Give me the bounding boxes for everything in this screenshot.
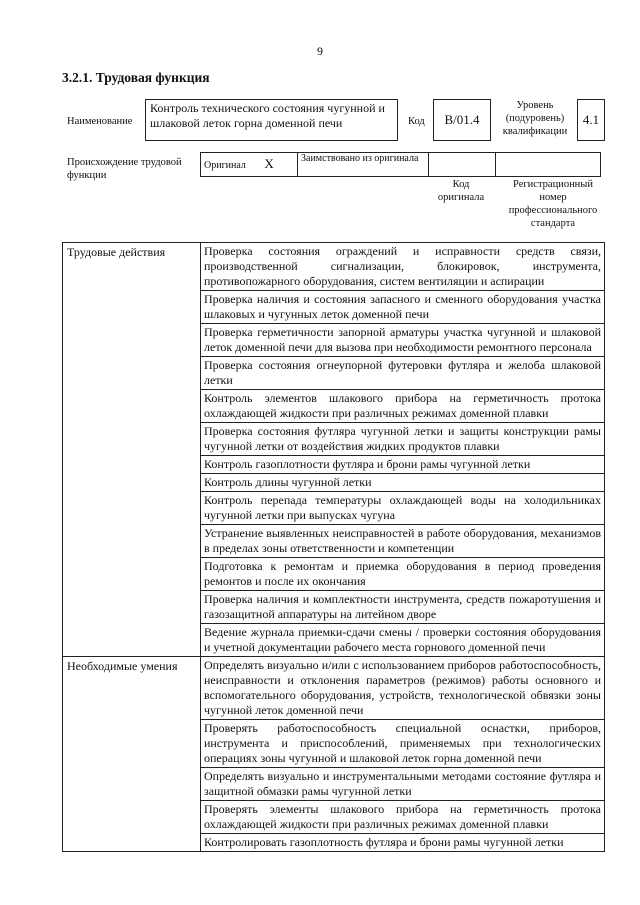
required-skill-item: Проверять работоспособность специальной оснастки, приборов, инструмента и приспособлений, применяемых при технологических операциях зоны чугунной и шлаковой леток горна доменной печи bbox=[201, 720, 605, 768]
code-label: Код bbox=[408, 116, 425, 127]
section-title: 3.2.1. Трудовая функция bbox=[62, 70, 210, 85]
level-label-line: Уровень bbox=[516, 100, 554, 111]
caption-line: Регистрационный bbox=[513, 179, 593, 190]
function-name-box bbox=[145, 99, 398, 141]
level-label-line: (подуровень) bbox=[505, 113, 565, 124]
origin-table bbox=[200, 152, 601, 177]
labor-action-item: Ведение журнала приемки-сдачи смены / проверки состояния оборудования и учетной документации рабочего места горнового доменной печи bbox=[201, 624, 605, 657]
original-mark: X bbox=[264, 156, 274, 171]
labor-action-item: Контроль газоплотности футляра и брони рамы чугунной летки bbox=[201, 456, 605, 474]
registration-number-cell bbox=[496, 153, 601, 177]
borrowed-cell bbox=[298, 153, 429, 177]
required-skill-item: Определять визуально и инструментальными методами состояние футляра и защитной обмазки рамы чугунной летки bbox=[201, 768, 605, 801]
labor-function-table bbox=[62, 242, 605, 852]
table-row bbox=[63, 243, 605, 291]
registration-number-caption bbox=[500, 178, 606, 230]
level-label bbox=[497, 99, 573, 138]
original-code-caption bbox=[428, 178, 494, 204]
table-row bbox=[63, 657, 605, 720]
origin-label: Происхождение трудовой функции bbox=[67, 157, 182, 181]
caption-line: номер bbox=[539, 192, 567, 203]
labor-action-item: Проверка состояния огнеупорной футеровки футляра и желоба шлаковой летки bbox=[201, 357, 605, 390]
labor-action-item: Контроль длины чугунной летки bbox=[201, 474, 605, 492]
required-skill-item: Определять визуально и/или с использованием приборов работоспособность, неисправности и отклонения параметров (режимов) работы основного и вспомогательного оборудования, устройств, технологической обвязки зоны чугунной леток доменной печи bbox=[201, 657, 605, 720]
page-number: 9 bbox=[317, 44, 323, 58]
borrowed-label: Заимствовано из оригинала bbox=[301, 153, 419, 164]
labor-action-item: Контроль элементов шлакового прибора на герметичность протока охлаждающей жидкости при различных режимах доменной плавки bbox=[201, 390, 605, 423]
labor-action-item: Подготовка к ремонтам и приемка оборудования в период проведения ремонтов и после их окончания bbox=[201, 558, 605, 591]
labor-action-item: Устранение выявленных неисправностей в работе оборудования, механизмов в пределах зоны ответственности и компетенции bbox=[201, 525, 605, 558]
original-label: Оригинал bbox=[204, 160, 246, 171]
function-name-value: Контроль технического состояния чугунной и шлаковой леток горна доменной печи bbox=[150, 101, 385, 130]
original-cell bbox=[201, 153, 298, 177]
caption-line: оригинала bbox=[437, 192, 485, 203]
required-skills-label: Необходимые умения bbox=[63, 657, 201, 852]
required-skill-item: Контролировать газоплотность футляра и брони рамы чугунной летки bbox=[201, 834, 605, 852]
caption-line: профессионального bbox=[508, 205, 598, 216]
code-value: B/01.4 bbox=[444, 112, 480, 127]
labor-action-item: Проверка герметичности запорной арматуры участка чугунной и шлаковой леток доменной печи для вызова при необходимости ремонтного персонала bbox=[201, 324, 605, 357]
caption-line: стандарта bbox=[530, 218, 576, 229]
original-code-cell bbox=[429, 153, 496, 177]
level-value: 4.1 bbox=[582, 112, 600, 127]
labor-action-item: Контроль перепада температуры охлаждающей воды на холодильниках чугунной летки при выпусках чугуна bbox=[201, 492, 605, 525]
level-box bbox=[577, 99, 605, 141]
labor-actions-label: Трудовые действия bbox=[63, 243, 201, 657]
required-skill-item: Проверять элементы шлакового прибора на герметичность протока охлаждающей жидкости при различных режимах доменной плавки bbox=[201, 801, 605, 834]
level-label-line: квалификации bbox=[502, 126, 568, 137]
labor-action-item: Проверка наличия и состояния запасного и сменного оборудования участка шлаковых и чугунных леток доменной печи bbox=[201, 291, 605, 324]
name-label: Наименование bbox=[67, 116, 133, 127]
labor-action-item: Проверка состояния футляра чугунной летки и защиты конструкции рамы чугунной летки от воздействия жидких продуктов плавки bbox=[201, 423, 605, 456]
code-box bbox=[433, 99, 491, 141]
caption-line: Код bbox=[452, 179, 470, 190]
labor-action-item: Проверка состояния ограждений и исправности средств связи, производственной сигнализации, блокировок, инструмента, противопожарного оборудования, систем вентиляции и аспирации bbox=[201, 243, 605, 291]
labor-action-item: Проверка наличия и комплектности инструмента, средств пожаротушения и газозащитной аппаратуры на литейном дворе bbox=[201, 591, 605, 624]
